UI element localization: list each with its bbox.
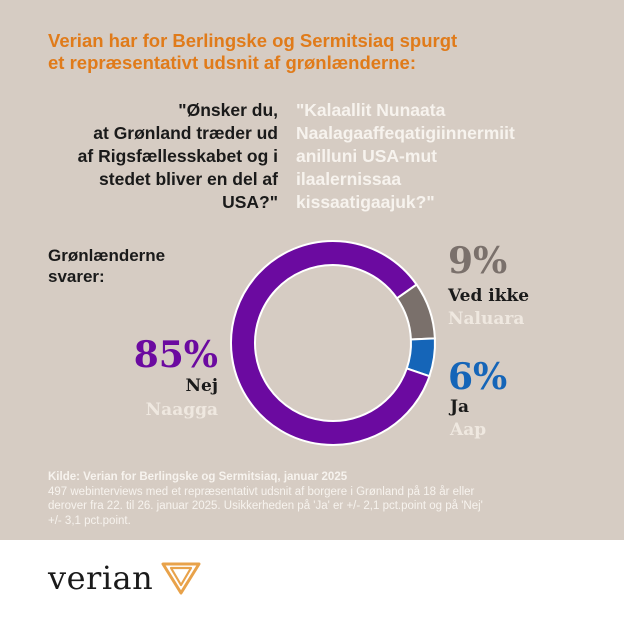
- question-kalaallisut-line-2: Naalagaaffeqatigiinnermiit: [296, 123, 515, 143]
- nej-label-danish: Nej: [185, 376, 218, 396]
- question-danish-line-3: af Rigsfællesskabet og i: [77, 146, 278, 166]
- source-note: [48, 470, 588, 528]
- question-kalaallisut-line-4: ilaalernissaa: [296, 169, 402, 189]
- source-line-3: +/- 3,1 pct.point.: [48, 514, 131, 527]
- nej-percent-label: 85%: [133, 334, 218, 376]
- question-kalaallisut-line-1: "Kalaallit Nunaata: [296, 100, 446, 120]
- question-danish-line-4: stedet bliver en del af: [99, 169, 278, 189]
- ja-label-kalaallisut: Aap: [450, 420, 487, 440]
- headline-line-1: Verian har for Berlingske og Sermitsiaq spurgt: [48, 30, 458, 51]
- ja-percent-label: 6%: [448, 356, 508, 398]
- source-line-2: derover fra 22. til 26. januar 2025. Usikkerheden på 'Ja' er +/- 2,1 pct.point og på 'Nej': [48, 500, 483, 512]
- source-title: Kilde: Verian for Berlingske og Sermitsiaq, januar 2025: [48, 471, 348, 483]
- donut-slice-nej: [231, 241, 429, 445]
- ved-ikke-label-danish: Ved ikke: [448, 286, 530, 306]
- ved-ikke-label-kalaallisut: Naluara: [448, 309, 525, 329]
- verian-logo: [48, 558, 201, 598]
- respondents-line-2: svarer:: [48, 267, 105, 286]
- ved-ikke-percent-label: 9%: [448, 240, 508, 282]
- headline-line-2: et repræsentativt udsnit af grønlænderne:: [48, 52, 416, 73]
- question-kalaallisut-line-3: anilluni USA-mut: [296, 146, 437, 166]
- question-danish-line-5: USA?": [222, 192, 278, 212]
- ja-label-danish: Ja: [450, 397, 470, 417]
- nej-label-kalaallisut: Naagga: [145, 400, 218, 420]
- source-line-1: 497 webinterviews med et repræsentativt udsnit af borgere i Grønland på 18 år eller: [48, 485, 475, 498]
- question-danish-line-1: "Ønsker du,: [178, 100, 278, 120]
- question-danish-line-2: at Grønland træder ud: [93, 123, 278, 143]
- logo-wordmark: verian: [48, 559, 154, 597]
- question-kalaallisut-line-5: kissaatigaajuk?": [296, 192, 435, 212]
- verian-v-logo-icon: [161, 561, 201, 595]
- respondents-line-1: Grønlænderne: [48, 246, 166, 265]
